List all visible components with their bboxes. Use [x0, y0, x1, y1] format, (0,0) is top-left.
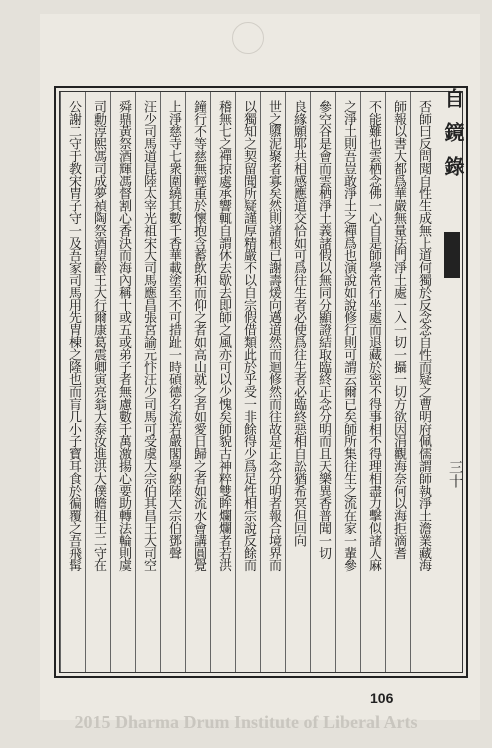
leaf-number: 三十: [447, 460, 463, 488]
column-rule: [60, 92, 61, 672]
text-column: 良緣願耶共相感應道交恰如可爲往生者必使爲往生者必臨終惡相自訟猶希冥但回向: [291, 100, 306, 547]
text-column: 稽無七之禪掠處承響輒自謂休去歇去即師之風亦可以少愧矣師貌古神粹雙眸爛爛者若洪: [216, 100, 231, 572]
column-rule: [160, 92, 161, 672]
text-column: 舜鼎黃祭酒輝馮督割心香決而海內稱十或五或弟子者無慮數千萬激揚心要助轉法輪則虞: [116, 100, 131, 572]
column-rule: [110, 92, 111, 672]
title-block-mark: [444, 232, 460, 278]
column-rule: [285, 92, 286, 672]
column-rule: [235, 92, 236, 672]
text-column: 否師曰反問聞自性生成無上道何獨於反念念自性而疑之曹明府佩儒謂師執淨土澹業藏海: [416, 100, 431, 572]
text-column: 之淨土則吾豈敢淨土之禪爲也演說如說修行則可謂云爾已矣師所集往生之流在家一輩參: [341, 100, 356, 572]
column-rule: [85, 92, 86, 672]
page-number: 106: [370, 690, 394, 706]
column-rule: [360, 92, 361, 672]
text-column: 司勳淳熙馮司成夢禎陶祭酒望齡王大行爾康葛震卿寅亮翁大泰汝進洪大僕瞻祖王二守在: [91, 100, 106, 572]
text-column: 上淨慈寺七衆圍繞其數千香華載塗至不可措趾一時碩德名流若嚴閣學納陸大宗伯鄧聲: [166, 100, 181, 559]
column-rule: [310, 92, 311, 672]
text-column: 鐘行不等慈無輕重於懷抱含蓄飲和而仰之者如高山就之者如愛日歸之者如流水會講圓覺: [191, 100, 206, 572]
running-title: 自鏡錄: [441, 88, 465, 190]
text-column: 汪少司馬道昆陸太宰光祖宋大司馬應昌張宮諭元忭汪少司馬可受虞大宗伯其昌王大司空: [141, 100, 156, 572]
text-column: 不能難也雲栖念佛一心自是師學常行坐處而退藏於密不得事相不得理相盡力擊似諸人麻: [366, 100, 381, 572]
page-top-stain: [232, 22, 264, 54]
column-rule: [410, 92, 411, 672]
column-rule: [185, 92, 186, 672]
column-rule: [385, 92, 386, 672]
column-rule: [260, 92, 261, 672]
text-column: 以獨知之契留聞所疑謹厚精嚴不以自宗假借類此於乎受一非餘得少爲足性相宗說反餘而: [241, 100, 256, 572]
column-rule: [135, 92, 136, 672]
column-rule: [210, 92, 211, 672]
watermark: 2015 Dharma Drum Institute of Liberal Arts: [74, 712, 418, 732]
text-column: 師報以書大都爲華嚴無量法門淨土處一入一切一攝一切方欲因涓觀海奈何以海拒滴耆: [391, 100, 406, 559]
text-column: 世之隳泥聚者寡矣然則諸根已謝壽煖向邁道然而迴修然而往故是正念分明者報合境界而: [266, 100, 281, 572]
text-column: 參空谷是會而雲栖淨土義諸假以無同分顯證結取臨終正念分明而且天樂異香普聞一切: [316, 100, 331, 559]
column-rule: [335, 92, 336, 672]
text-column: 公謝二守于教宋胄子守一及吾家司馬用先胄棟之隆也而肓几小子寶耳食於徧覆之吾飛髯: [66, 100, 81, 572]
